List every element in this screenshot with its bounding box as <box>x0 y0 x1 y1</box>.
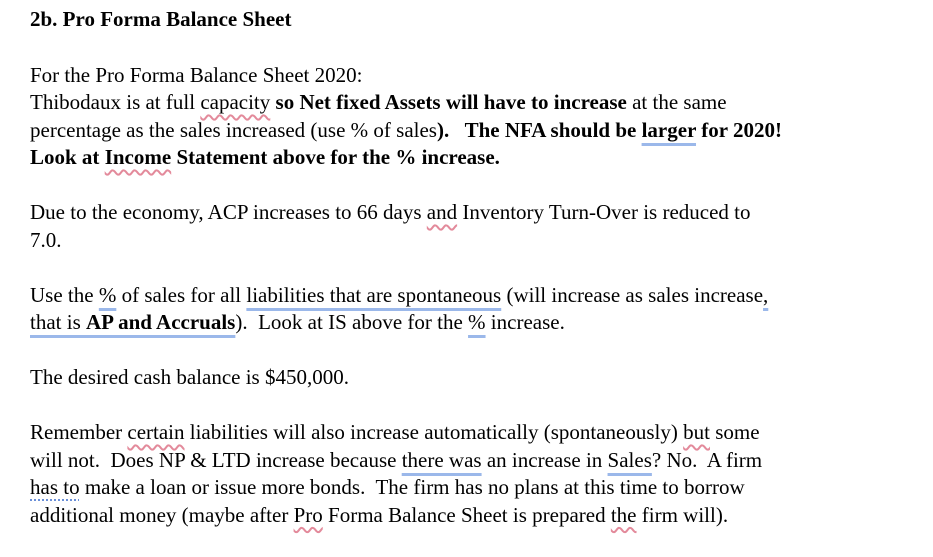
paragraph-cash <box>30 364 910 392</box>
grammar-marked-word[interactable]: Sales <box>607 447 652 472</box>
text-line <box>30 447 910 475</box>
bold-text: ). The NFA should be <box>436 117 642 142</box>
text-run: increase. <box>485 310 565 334</box>
paragraph-nfa <box>30 62 910 172</box>
text-run: For the Pro Forma Balance Sheet 2020: <box>30 62 363 87</box>
spelling-marked-word[interactable]: certain <box>127 420 185 444</box>
grammar-marked-word[interactable]: , <box>763 282 769 307</box>
paragraph-acp <box>30 199 910 254</box>
bold-text: Statement above for the % increase. <box>171 145 500 169</box>
text-run: Forma Balance Sheet is prepared <box>322 502 611 527</box>
style-marked-phrase[interactable]: has to <box>30 475 80 499</box>
text-run: The desired cash balance is $450,000. <box>30 365 349 389</box>
document-body <box>30 6 910 557</box>
text-run: firm will). <box>636 502 729 527</box>
spelling-marked-word[interactable]: the <box>610 502 637 527</box>
text-run: 7.0. <box>30 227 62 252</box>
spelling-marked-word[interactable]: Pro <box>293 502 323 527</box>
text-line <box>30 62 910 90</box>
spelling-marked-word[interactable]: but <box>683 420 710 444</box>
text-run: an increase in <box>481 447 608 472</box>
text-run: ). Look at IS above for the <box>235 310 469 334</box>
grammar-marked-phrase[interactable]: liabilities that are spontaneous <box>246 282 502 307</box>
paragraph-liabilities <box>30 282 910 337</box>
text-run: some <box>709 420 760 444</box>
text-line <box>30 309 910 337</box>
grammar-marked-word[interactable]: larger <box>641 117 697 142</box>
text-line <box>30 502 910 530</box>
paragraph-remember <box>30 419 910 529</box>
text-line <box>30 117 910 145</box>
text-run: additional money (maybe after <box>30 502 294 527</box>
text-line <box>30 144 910 172</box>
text-line <box>30 282 910 310</box>
text-line <box>30 419 910 447</box>
text-run: (will increase as sales increase <box>501 282 764 307</box>
grammar-marked-phrase[interactable]: there was <box>401 447 482 472</box>
section-heading: 2b. Pro Forma Balance Sheet <box>30 7 292 31</box>
text-line <box>30 199 910 227</box>
spelling-marked-word[interactable]: Income <box>104 145 172 169</box>
text-run: of sales for all <box>116 282 247 307</box>
grammar-marked-word[interactable]: % <box>468 310 486 334</box>
text-run: Thibodaux is at full <box>30 90 201 114</box>
text-line <box>30 227 910 255</box>
text-run: will not. Does NP & LTD increase because <box>30 447 402 472</box>
text-run: make a loan or issue more bonds. The firm has no plans at this time to borrow <box>79 475 745 499</box>
text-line <box>30 474 910 502</box>
text-run: liabilities will also increase automatically (spontaneously) <box>184 420 684 444</box>
text-run: Remember <box>30 420 128 444</box>
grammar-marked-word[interactable]: % <box>98 282 117 307</box>
bold-text: so Net fixed Assets will have to increase <box>275 90 627 114</box>
text-run: at the same <box>626 90 727 114</box>
grammar-marked-phrase[interactable]: AP and Accruals <box>86 310 236 334</box>
text-run: Due to the economy, ACP increases to 66 days <box>30 200 427 224</box>
text-run: ? No. A firm <box>651 447 763 472</box>
bold-text: Look at <box>30 145 105 169</box>
grammar-marked-phrase[interactable]: that is <box>30 310 86 334</box>
text-line <box>30 364 910 392</box>
text-line <box>30 89 910 117</box>
bold-text: for 2020! <box>696 117 782 142</box>
spelling-marked-word[interactable]: capacity <box>200 90 271 114</box>
spelling-marked-word[interactable]: and <box>426 200 458 224</box>
text-run: Inventory Turn-Over is reduced to <box>457 200 751 224</box>
text-run: Use the <box>30 282 99 307</box>
text-run: percentage as the sales increased (use % of sales <box>30 117 437 142</box>
